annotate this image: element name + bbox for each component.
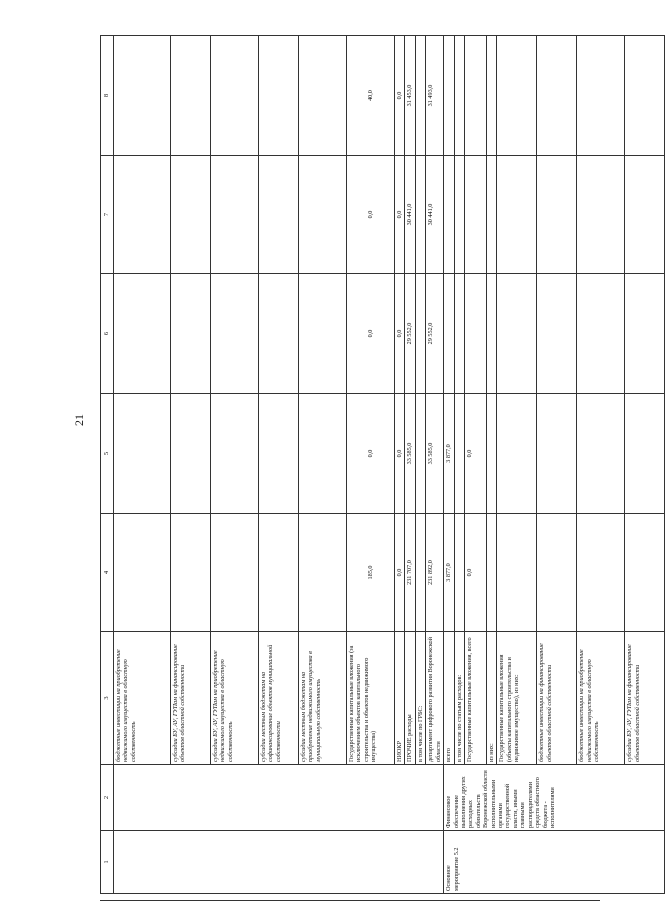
cell-value xyxy=(454,36,464,156)
row-label: в том числе по ГРБС: xyxy=(415,632,425,765)
cell-value xyxy=(259,156,299,274)
cell-value: 40,0 xyxy=(347,36,395,156)
cell-value xyxy=(487,156,497,274)
cell-value: 3 877,0 xyxy=(444,514,454,632)
table-row xyxy=(426,36,444,894)
row-label: субсидии БУ, АУ, ГУПам на финансирование объектов областной собственности xyxy=(171,632,211,765)
cell-empty xyxy=(171,831,211,894)
event-name: Финансовое обеспечение выполнения других расходных обязательств Воронежской области исполнительными органами государственной власти, иными главными распорядителями средств областного бюджета - исполнителями xyxy=(444,765,665,831)
cell-empty xyxy=(211,765,259,831)
cell-value xyxy=(171,514,211,632)
cell-value xyxy=(211,514,259,632)
cell-empty xyxy=(347,765,395,831)
cell-value xyxy=(577,514,625,632)
bottom-rule xyxy=(100,900,600,901)
cell-value xyxy=(487,36,497,156)
col-header: 3 xyxy=(101,632,114,765)
cell-value xyxy=(171,394,211,514)
col-header: 6 xyxy=(101,274,114,394)
cell-value xyxy=(577,394,625,514)
cell-empty xyxy=(415,831,425,894)
cell-value xyxy=(497,274,537,394)
cell-value: 0,0 xyxy=(395,394,405,514)
cell-value xyxy=(625,274,665,394)
cell-value: 0,0 xyxy=(395,514,405,632)
cell-value xyxy=(577,156,625,274)
cell-value: 29 552,0 xyxy=(426,274,444,394)
cell-value xyxy=(415,274,425,394)
cell-empty xyxy=(405,765,415,831)
row-label: департамент цифрового развития Воронежской области xyxy=(426,632,444,765)
row-label: из них: xyxy=(487,632,497,765)
cell-empty xyxy=(426,765,444,831)
row-label: субсидии местным бюджетам на софинансирование объектов муниципальной собственности xyxy=(259,632,299,765)
table-row xyxy=(395,36,405,894)
cell-value: 0,0 xyxy=(347,394,395,514)
cell-value xyxy=(454,394,464,514)
cell-value: 0,0 xyxy=(347,274,395,394)
cell-empty xyxy=(347,831,395,894)
cell-value xyxy=(497,394,537,514)
cell-value: 0,0 xyxy=(395,156,405,274)
cell-value xyxy=(299,156,347,274)
cell-empty xyxy=(426,831,444,894)
cell-value: 0,0 xyxy=(347,156,395,274)
table-row xyxy=(211,36,259,894)
col-header: 8 xyxy=(101,36,114,156)
cell-value xyxy=(259,36,299,156)
cell-value xyxy=(487,274,497,394)
row-label: субсидии БУ, АУ, ГУПам на приобретение недвижимого имущества в областную собственность xyxy=(211,632,259,765)
event-code: Основное мероприятие 5.2 xyxy=(444,831,665,894)
cell-empty xyxy=(171,765,211,831)
cell-value: 231 892,0 xyxy=(426,514,444,632)
cell-value xyxy=(114,274,171,394)
cell-value xyxy=(487,394,497,514)
cell-value xyxy=(465,274,487,394)
cell-value: 31 493,0 xyxy=(426,36,444,156)
cell-value xyxy=(211,274,259,394)
row-label: всего xyxy=(444,632,454,765)
row-label: Государственные капитальные вложения (объекты капитального строительства и недвижимое имущество), из них: xyxy=(497,632,537,765)
cell-value xyxy=(454,156,464,274)
table-row xyxy=(259,36,299,894)
cell-value: 185,0 xyxy=(347,514,395,632)
cell-value xyxy=(415,514,425,632)
cell-value xyxy=(114,394,171,514)
cell-empty xyxy=(395,831,405,894)
row-label: субсидии местным бюджетам на приобретение недвижимого имущества в муниципальную собственность xyxy=(299,632,347,765)
cell-value: 3 877,0 xyxy=(444,394,454,514)
cell-value xyxy=(114,36,171,156)
cell-value: 29 552,0 xyxy=(405,274,415,394)
row-label: НИОКР xyxy=(395,632,405,765)
cell-value: 0,0 xyxy=(465,394,487,514)
cell-value xyxy=(625,36,665,156)
table-row xyxy=(444,36,454,894)
col-header: 5 xyxy=(101,394,114,514)
cell-value xyxy=(444,36,454,156)
row-label: субсидии БУ, АУ, ГУПам на финансирование объектов областной собственности xyxy=(625,632,665,765)
cell-value: 0,0 xyxy=(465,514,487,632)
cell-value xyxy=(625,156,665,274)
cell-value xyxy=(171,156,211,274)
cell-value xyxy=(487,514,497,632)
row-label: в том числе по статьям расходов: xyxy=(454,632,464,765)
cell-value: 0,0 xyxy=(395,36,405,156)
cell-value: 231 707,0 xyxy=(405,514,415,632)
cell-value xyxy=(625,394,665,514)
row-label: бюджетные инвестиции на финансирование объектов областной собственности xyxy=(537,632,577,765)
col-header: 1 xyxy=(101,831,114,894)
cell-value xyxy=(537,514,577,632)
cell-value xyxy=(444,274,454,394)
cell-value xyxy=(577,36,625,156)
cell-empty xyxy=(114,831,171,894)
cell-empty xyxy=(114,765,171,831)
table-row xyxy=(347,36,395,894)
cell-value: 33 585,0 xyxy=(426,394,444,514)
cell-value xyxy=(299,36,347,156)
cell-empty xyxy=(405,831,415,894)
row-label: Государственные капитальные вложения, всего xyxy=(465,632,487,765)
cell-value xyxy=(537,36,577,156)
cell-value xyxy=(454,514,464,632)
cell-value xyxy=(114,156,171,274)
cell-value: 33 585,0 xyxy=(405,394,415,514)
cell-value xyxy=(171,274,211,394)
cell-value: 0,0 xyxy=(395,274,405,394)
cell-value xyxy=(259,274,299,394)
cell-value xyxy=(497,36,537,156)
cell-value xyxy=(114,514,171,632)
cell-value xyxy=(299,394,347,514)
cell-value xyxy=(415,36,425,156)
row-label: Государственные капитальные вложения (за исключением объектов капитального строительства и объектов недвижимого имущества) xyxy=(347,632,395,765)
cell-value xyxy=(299,514,347,632)
cell-value xyxy=(211,394,259,514)
row-label: бюджетные инвестиции на приобретение недвижимого имущества в областную собственность xyxy=(114,632,171,765)
col-header: 2 xyxy=(101,765,114,831)
cell-empty xyxy=(211,831,259,894)
cell-value xyxy=(465,36,487,156)
cell-value xyxy=(625,514,665,632)
cell-empty xyxy=(299,765,347,831)
cell-value xyxy=(415,156,425,274)
table-row xyxy=(171,36,211,894)
cell-value xyxy=(577,274,625,394)
cell-empty xyxy=(415,765,425,831)
cell-empty xyxy=(259,765,299,831)
cell-value xyxy=(537,156,577,274)
cell-value xyxy=(415,394,425,514)
col-header: 4 xyxy=(101,514,114,632)
cell-value xyxy=(454,274,464,394)
cell-value xyxy=(171,36,211,156)
table-row xyxy=(114,36,171,894)
col-header: 7 xyxy=(101,156,114,274)
cell-value xyxy=(299,274,347,394)
cell-value xyxy=(537,394,577,514)
cell-empty xyxy=(259,831,299,894)
cell-value xyxy=(497,156,537,274)
budget-table xyxy=(100,35,665,894)
table-row xyxy=(415,36,425,894)
cell-value xyxy=(259,394,299,514)
column-number-row xyxy=(101,36,114,894)
cell-value xyxy=(465,156,487,274)
cell-value xyxy=(259,514,299,632)
row-label: ПРОЧИЕ расходы xyxy=(405,632,415,765)
cell-value xyxy=(211,156,259,274)
cell-value: 30 441,0 xyxy=(405,156,415,274)
cell-value xyxy=(211,36,259,156)
cell-value: 30 441,0 xyxy=(426,156,444,274)
table-row xyxy=(405,36,415,894)
cell-value xyxy=(444,156,454,274)
page-number: 21 xyxy=(72,414,86,426)
cell-value xyxy=(537,274,577,394)
cell-empty xyxy=(395,765,405,831)
cell-value xyxy=(497,514,537,632)
row-label: бюджетные инвестиции на приобретение недвижимого имущества в областную собственность xyxy=(577,632,625,765)
cell-value: 31 453,0 xyxy=(405,36,415,156)
cell-empty xyxy=(299,831,347,894)
table-row xyxy=(299,36,347,894)
rotated-table-sheet xyxy=(100,36,641,894)
